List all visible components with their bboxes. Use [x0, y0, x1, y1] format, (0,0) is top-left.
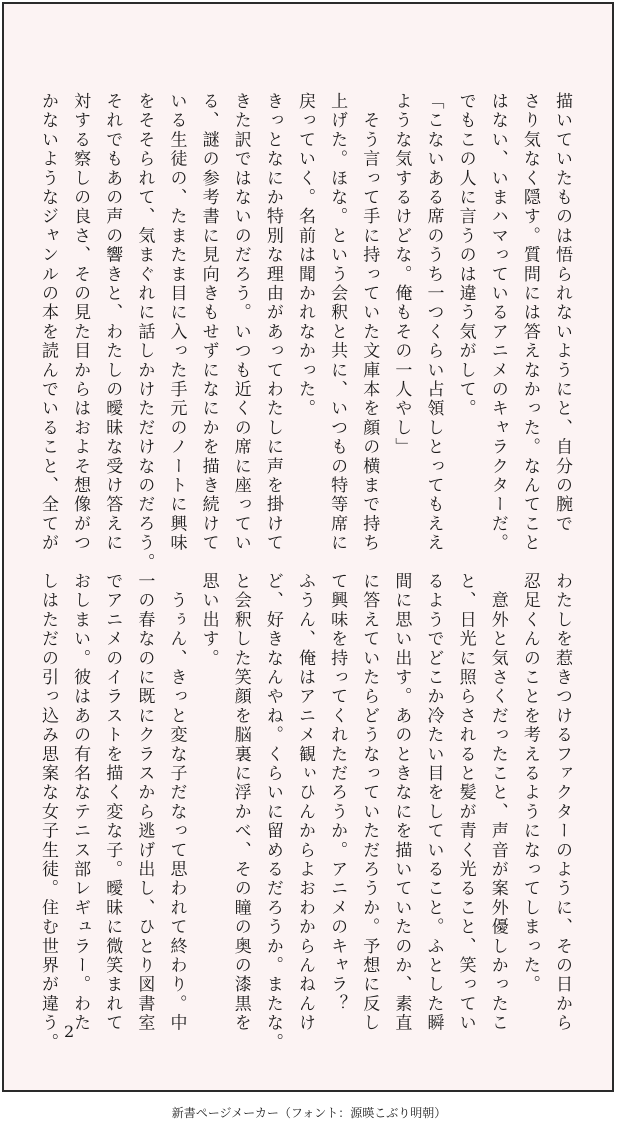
text-column: そう言って手に持っていた文庫本を顔の横まで持ち	[359, 92, 380, 553]
text-column: おしまい。彼はあの有名なテニス部レギュラー。わた	[70, 572, 91, 1033]
text-column: 描いていたものは悟られないようにと、自分の腕で	[552, 92, 572, 534]
text-block-top	[35, 92, 575, 572]
text-column: 戻っていく。名前は聞かれなかった。	[295, 92, 315, 419]
text-column: て興味を持ってくれただろうか。アニメのキャラ？	[327, 572, 348, 1014]
text-column: かないようなジャンルの本を読んでいること、全てが	[38, 92, 58, 553]
text-column: と会釈した笑顔を脳裏に浮かべ、その瞳の奥の漆黒を	[230, 572, 251, 1033]
text-column: いる生徒の、たまたま目に入った手元のノートに興味	[166, 92, 187, 553]
text-column: でアニメのイラストを描く変な子。曖昧に微笑まれて	[102, 572, 123, 1033]
text-column: と、日光に照らされると髪が青く光ること、笑ってい	[455, 572, 476, 1033]
text-column: 忍足くんのことを考えるようになってしまった。	[519, 572, 540, 995]
text-column: うぅん、きっと変な子だなって思われて終わり。中	[166, 572, 187, 1033]
book-page	[2, 2, 614, 1092]
text-column: 思い出す。	[198, 572, 219, 668]
text-column: ど、好きなんやね。くらいに留めるだろうか。またな。	[262, 572, 283, 1052]
text-column: わたしを惹きつけるファクターのように、その日から	[552, 572, 572, 1033]
text-column: 間に思い出す。あのときなにを描いていたのか、素直	[391, 572, 412, 1033]
text-block-bottom	[35, 572, 575, 1052]
text-column: ような気するけどな。俺もその一人やし」	[391, 92, 412, 457]
text-column: をそそられて、気まぐれに話しかけただけなのだろう。	[134, 92, 155, 572]
text-column: 「こないある席のうち一つくらい占領しとってもええ	[423, 92, 444, 553]
text-column: それでもあの声の響きと、わたしの曖昧な受け答えに	[102, 92, 123, 553]
text-column: 意外と気さくだったこと、声音が案外優しかったこ	[487, 572, 508, 1033]
text-column: さり気なく隠す。質問には答えなかった。なんてこと	[519, 92, 540, 553]
text-column: きた訳ではないのだろう。いつも近くの席に座ってい	[230, 92, 251, 553]
text-column: はない、いまハマっているアニメのキャラクターだ。	[487, 92, 508, 553]
text-column: るようでどこか冷たい目をしていること。ふとした瞬	[423, 572, 444, 1033]
text-column: に答えていたらどうなっていただろうか。予想に反し	[359, 572, 380, 1033]
text-column: 一の春なのに既にクラスから逃げ出し、ひとり図書室	[134, 572, 155, 1033]
text-column: しはただの引っ込み思案な女子生徒。住む世界が違う。	[38, 572, 58, 1052]
text-column: 対する察しの良さ、その見た目からはおよそ想像がつ	[70, 92, 91, 553]
text-column: ふうん、俺はアニメ観ぃひんからよおわからんねんけ	[295, 572, 315, 1033]
text-column: きっとなにか特別な理由があってわたしに声を掛けて	[262, 92, 283, 553]
page-number: 2	[64, 1022, 75, 1041]
text-column: る、謎の参考書に見向きもせずになにかを描き続けて	[198, 92, 219, 553]
text-column: 上げた。ほな。という会釈と共に、いつもの特等席に	[327, 92, 348, 553]
footer-credit: 新書ページメーカー（フォント：源暎こぶり明朝）	[171, 1106, 447, 1120]
text-column: でもこの人に言うのは違う気がして。	[455, 92, 476, 419]
